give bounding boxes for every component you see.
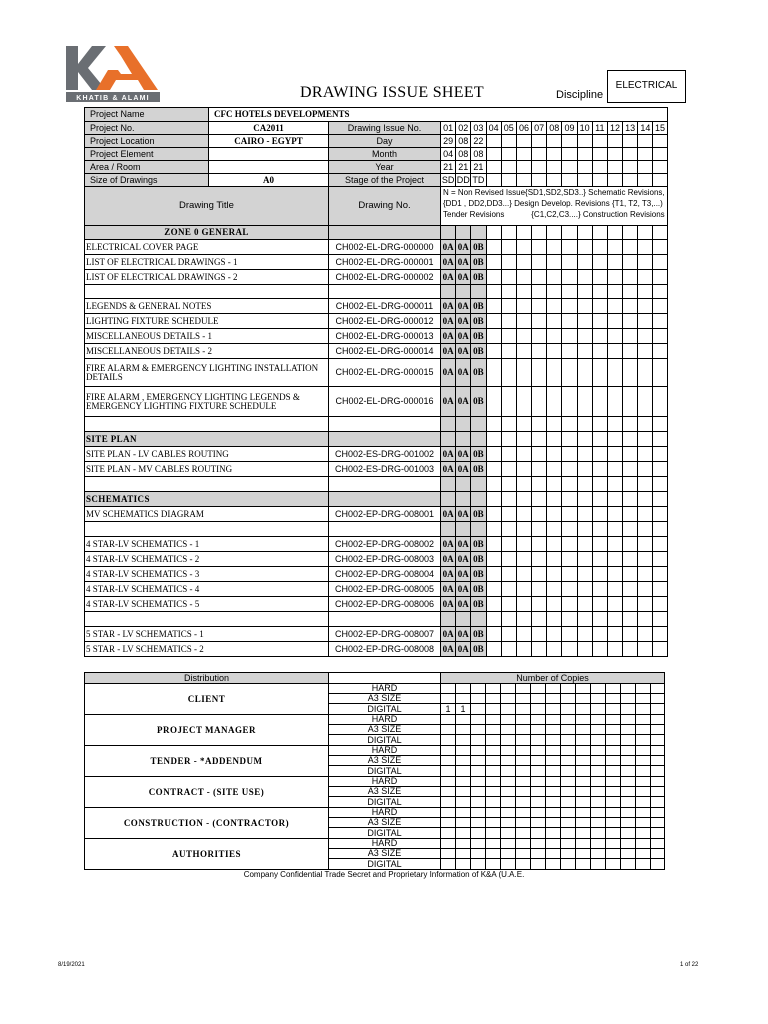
copy-count: 1 bbox=[441, 704, 456, 715]
company-logo bbox=[66, 44, 160, 102]
copy-type: HARD bbox=[329, 715, 441, 725]
revision-cell: 0A bbox=[456, 359, 471, 387]
legend-construction: {C1,C2,C3....} Construction Revisions bbox=[531, 209, 665, 219]
blank-row bbox=[85, 417, 668, 432]
revision-cell: 0B bbox=[471, 344, 486, 359]
copy-type: HARD bbox=[329, 746, 441, 756]
distribution-row bbox=[85, 839, 665, 849]
project-element-value bbox=[209, 148, 329, 161]
project-element-label: Project Element bbox=[85, 148, 209, 161]
drawing-row bbox=[85, 507, 668, 522]
month-cell: 08 bbox=[456, 148, 471, 161]
blank-row bbox=[85, 522, 668, 537]
revision-cell: 0A bbox=[456, 627, 471, 642]
revision-cell: 0A bbox=[456, 329, 471, 344]
project-no-row bbox=[85, 122, 668, 135]
revision-legend bbox=[441, 187, 668, 226]
copy-type: A3 SIZE bbox=[329, 787, 441, 797]
revision-cell: 0B bbox=[471, 314, 486, 329]
day-cell: 22 bbox=[471, 135, 486, 148]
revision-cell: 0A bbox=[456, 299, 471, 314]
issue-no-cell: 14 bbox=[638, 122, 653, 135]
revision-cell: 0B bbox=[471, 507, 486, 522]
blank-row bbox=[85, 477, 668, 492]
column-header-row bbox=[85, 187, 668, 226]
revision-cell: 0B bbox=[471, 627, 486, 642]
drawing-row bbox=[85, 299, 668, 314]
drawing-row bbox=[85, 462, 668, 477]
revision-cell: 0B bbox=[471, 537, 486, 552]
drawing-title: ELECTRICAL COVER PAGE bbox=[85, 240, 329, 255]
copy-type: DIGITAL bbox=[329, 797, 441, 808]
drawing-row bbox=[85, 582, 668, 597]
copy-type: DIGITAL bbox=[329, 766, 441, 777]
drawing-title: MV SCHEMATICS DIAGRAM bbox=[85, 507, 329, 522]
section-row bbox=[85, 226, 668, 240]
revision-cell: 0A bbox=[441, 240, 456, 255]
revision-cell: 0B bbox=[471, 552, 486, 567]
confidential-note: Company Confidential Trade Secret and Proprietary Information of K&A (U.A.E. bbox=[243, 870, 525, 879]
section-title bbox=[85, 492, 329, 507]
distribution-row bbox=[85, 808, 665, 818]
revision-cell: 0A bbox=[441, 552, 456, 567]
revision-cell: 0A bbox=[456, 552, 471, 567]
revision-cell: 0A bbox=[441, 270, 456, 285]
issue-no-cell: 03 bbox=[471, 122, 486, 135]
distribution-table bbox=[84, 672, 665, 870]
area-room-label: Area / Room bbox=[85, 161, 209, 174]
drawing-row bbox=[85, 552, 668, 567]
section-title-text: ZONE 0 GENERAL bbox=[164, 227, 249, 237]
drawing-title: FIRE ALARM & EMERGENCY LIGHTING INSTALLATION DETAILS bbox=[85, 359, 329, 387]
size-value: A0 bbox=[209, 174, 329, 187]
drawing-row bbox=[85, 329, 668, 344]
drawing-row bbox=[85, 567, 668, 582]
revision-cell: 0A bbox=[456, 582, 471, 597]
project-name-label: Project Name bbox=[85, 108, 209, 122]
legend-tender: Tender Revisions bbox=[443, 209, 505, 219]
drawing-row bbox=[85, 627, 668, 642]
project-element-row bbox=[85, 148, 668, 161]
size-label: Size of Drawings bbox=[85, 174, 209, 187]
legend-line-2: {DD1 , DD2,DD3...} Design Develop. Revisions {T1, T2, T3,...) bbox=[443, 198, 663, 208]
drawing-title: LIST OF ELECTRICAL DRAWINGS - 1 bbox=[85, 255, 329, 270]
revision-cell: 0B bbox=[471, 597, 486, 612]
drawing-number: CH002-EL-DRG-000002 bbox=[329, 270, 441, 285]
issue-no-cell: 02 bbox=[456, 122, 471, 135]
revision-cell: 0A bbox=[456, 270, 471, 285]
drawing-title: SITE PLAN - MV CABLES ROUTING bbox=[85, 462, 329, 477]
copy-type: A3 SIZE bbox=[329, 694, 441, 704]
area-room-row bbox=[85, 161, 668, 174]
revision-cell: 0B bbox=[471, 240, 486, 255]
drawing-number: CH002-EP-DRG-008005 bbox=[329, 582, 441, 597]
distribution-label: Distribution bbox=[85, 673, 329, 684]
issue-no-cell: 04 bbox=[486, 122, 501, 135]
revision-cell: 0B bbox=[471, 447, 486, 462]
drawing-title-header: Drawing Title bbox=[85, 187, 329, 226]
revision-cell: 0A bbox=[441, 582, 456, 597]
issue-no-cell: 05 bbox=[501, 122, 516, 135]
month-cell: 08 bbox=[471, 148, 486, 161]
distribution-row bbox=[85, 777, 665, 787]
discipline-value: ELECTRICAL bbox=[607, 70, 686, 103]
revision-cell: 0A bbox=[441, 255, 456, 270]
blank-row bbox=[85, 612, 668, 627]
recipient-name: PROJECT MANAGER bbox=[85, 715, 329, 746]
drawing-number: CH002-EL-DRG-000012 bbox=[329, 314, 441, 329]
stage-cell: TD bbox=[472, 174, 485, 185]
project-name-value: CFC HOTELS DEVELOPMENTS bbox=[209, 108, 668, 122]
copy-type: DIGITAL bbox=[329, 735, 441, 746]
issue-no-cell: 12 bbox=[607, 122, 622, 135]
drawing-no-header: Drawing No. bbox=[329, 187, 441, 226]
revision-cell: 0A bbox=[441, 642, 456, 657]
copy-type: DIGITAL bbox=[329, 704, 441, 715]
drawing-number: CH002-EL-DRG-000001 bbox=[329, 255, 441, 270]
drawing-number: CH002-EP-DRG-008007 bbox=[329, 627, 441, 642]
revision-cell: 0A bbox=[441, 387, 456, 417]
page-number: 1 of 22 bbox=[680, 962, 699, 968]
discipline-label: Discipline bbox=[556, 89, 604, 101]
revision-cell: 0A bbox=[456, 567, 471, 582]
drawing-row bbox=[85, 642, 668, 657]
revision-cell: 0A bbox=[456, 240, 471, 255]
issue-no-cell: 07 bbox=[532, 122, 547, 135]
section-title-text: SITE PLAN bbox=[86, 433, 137, 444]
revision-cell: 0A bbox=[441, 507, 456, 522]
stage-cell: SD bbox=[441, 174, 455, 185]
revision-cell: 0A bbox=[456, 387, 471, 417]
project-no-label: Project No. bbox=[85, 122, 209, 135]
recipient-name: CONSTRUCTION - (CONTRACTOR) bbox=[85, 808, 329, 839]
project-location-value: CAIRO - EGYPT bbox=[209, 135, 329, 148]
blank-row bbox=[85, 285, 668, 299]
logo-a-mark bbox=[96, 46, 158, 90]
revision-cell: 0A bbox=[441, 344, 456, 359]
day-cell: 08 bbox=[456, 135, 471, 148]
year-label: Year bbox=[329, 161, 441, 174]
revision-cell: 0B bbox=[471, 642, 486, 657]
revision-cell: 0B bbox=[471, 387, 486, 417]
revision-cell: 0A bbox=[441, 359, 456, 387]
section-title bbox=[85, 226, 329, 240]
copy-type: DIGITAL bbox=[329, 828, 441, 839]
drawing-number: CH002-EP-DRG-008008 bbox=[329, 642, 441, 657]
revision-cell: 0A bbox=[441, 567, 456, 582]
drawing-number: CH002-EL-DRG-000000 bbox=[329, 240, 441, 255]
copy-type: HARD bbox=[329, 684, 441, 694]
recipient-name: AUTHORITIES bbox=[85, 839, 329, 870]
day-cell: 29 bbox=[441, 135, 456, 148]
issue-no-cell: 10 bbox=[577, 122, 592, 135]
drawing-number: CH002-EL-DRG-000014 bbox=[329, 344, 441, 359]
day-label: Day bbox=[329, 135, 441, 148]
drawing-row bbox=[85, 359, 668, 387]
drawing-title: 4 STAR-LV SCHEMATICS - 1 bbox=[85, 537, 329, 552]
copy-type: HARD bbox=[329, 808, 441, 818]
revision-cell: 0A bbox=[456, 314, 471, 329]
revision-cell: 0A bbox=[441, 299, 456, 314]
issue-no-cell: 01 bbox=[441, 122, 456, 135]
revision-cell: 0B bbox=[471, 255, 486, 270]
drawing-title: MISCELLANEOUS DETAILS - 1 bbox=[85, 329, 329, 344]
revision-cell: 0A bbox=[456, 642, 471, 657]
drawing-number: CH002-EL-DRG-000016 bbox=[329, 387, 441, 417]
project-location-row bbox=[85, 135, 668, 148]
drawing-number: CH002-EL-DRG-000015 bbox=[329, 359, 441, 387]
drawing-number: CH002-EL-DRG-000011 bbox=[329, 299, 441, 314]
copy-type: A3 SIZE bbox=[329, 849, 441, 859]
drawing-title: LEGENDS & GENERAL NOTES bbox=[85, 299, 329, 314]
drawing-title: 4 STAR-LV SCHEMATICS - 5 bbox=[85, 597, 329, 612]
revision-cell: 0A bbox=[441, 627, 456, 642]
drawing-title: 4 STAR-LV SCHEMATICS - 3 bbox=[85, 567, 329, 582]
revision-cell: 0B bbox=[471, 462, 486, 477]
drawing-row bbox=[85, 387, 668, 417]
drawing-title: 5 STAR - LV SCHEMATICS - 1 bbox=[85, 627, 329, 642]
copy-type: HARD bbox=[329, 839, 441, 849]
issue-no-cell: 13 bbox=[623, 122, 638, 135]
year-cell: 21 bbox=[441, 161, 456, 174]
sheet-title: DRAWING ISSUE SHEET bbox=[300, 84, 484, 101]
copy-type: A3 SIZE bbox=[329, 818, 441, 828]
project-no-value: CA2011 bbox=[209, 122, 329, 135]
drawing-issue-table bbox=[84, 107, 668, 657]
drawing-title: 5 STAR - LV SCHEMATICS - 2 bbox=[85, 642, 329, 657]
copy-type: A3 SIZE bbox=[329, 756, 441, 766]
stage-label: Stage of the Project bbox=[329, 174, 441, 187]
revision-cell: 0A bbox=[441, 447, 456, 462]
section-row bbox=[85, 432, 668, 447]
drawing-number: CH002-ES-DRG-001003 bbox=[329, 462, 441, 477]
section-title-text: SCHEMATICS bbox=[86, 493, 150, 504]
revision-cell: 0B bbox=[471, 567, 486, 582]
section-row bbox=[85, 492, 668, 507]
issue-no-cell: 09 bbox=[562, 122, 577, 135]
drawing-title: MISCELLANEOUS DETAILS - 2 bbox=[85, 344, 329, 359]
drawing-number: CH002-EP-DRG-008003 bbox=[329, 552, 441, 567]
print-date: 8/19/2021 bbox=[58, 962, 85, 968]
copy-count: 1 bbox=[456, 704, 471, 715]
revision-cell: 0A bbox=[456, 597, 471, 612]
drawing-title: SITE PLAN - LV CABLES ROUTING bbox=[85, 447, 329, 462]
issue-no-cell: 08 bbox=[547, 122, 562, 135]
revision-cell: 0B bbox=[471, 359, 486, 387]
drawing-row bbox=[85, 240, 668, 255]
revision-cell: 0A bbox=[456, 344, 471, 359]
drawing-row bbox=[85, 537, 668, 552]
copy-type: DIGITAL bbox=[329, 859, 441, 870]
drawing-row bbox=[85, 447, 668, 462]
drawing-title: LIST OF ELECTRICAL DRAWINGS - 2 bbox=[85, 270, 329, 285]
section-title bbox=[85, 432, 329, 447]
revision-cell: 0B bbox=[471, 329, 486, 344]
year-cell: 21 bbox=[471, 161, 486, 174]
logo-text: KHATIB & ALAMI bbox=[76, 95, 150, 102]
drawing-row bbox=[85, 255, 668, 270]
copy-type: HARD bbox=[329, 777, 441, 787]
drawing-number: CH002-EP-DRG-008001 bbox=[329, 507, 441, 522]
recipient-name: CONTRACT - (SITE USE) bbox=[85, 777, 329, 808]
drawing-row bbox=[85, 344, 668, 359]
revision-cell: 0B bbox=[471, 299, 486, 314]
revision-cell: 0A bbox=[441, 537, 456, 552]
year-cell: 21 bbox=[456, 161, 471, 174]
recipient-name: TENDER - *ADDENDUM bbox=[85, 746, 329, 777]
issue-no-cell: 06 bbox=[516, 122, 531, 135]
drawing-title: 4 STAR-LV SCHEMATICS - 4 bbox=[85, 582, 329, 597]
revision-cell: 0B bbox=[471, 270, 486, 285]
drawing-title: 4 STAR-LV SCHEMATICS - 2 bbox=[85, 552, 329, 567]
drawing-number: CH002-ES-DRG-001002 bbox=[329, 447, 441, 462]
copy-type: A3 SIZE bbox=[329, 725, 441, 735]
revision-cell: 0A bbox=[456, 447, 471, 462]
project-name-row bbox=[85, 108, 668, 122]
legend-line-3 bbox=[443, 210, 665, 221]
revision-cell: 0A bbox=[441, 462, 456, 477]
stage-cell: DD bbox=[456, 174, 470, 185]
revision-cell: 0A bbox=[456, 507, 471, 522]
drawing-issue-label: Drawing Issue No. bbox=[329, 122, 441, 135]
revision-cell: 0A bbox=[456, 462, 471, 477]
month-cell: 04 bbox=[441, 148, 456, 161]
legend-line-1: N = Non Revised Issue{SD1,SD2,SD3..} Schematic Revisions, bbox=[443, 188, 665, 197]
issue-no-cell: 15 bbox=[653, 122, 667, 135]
distribution-row bbox=[85, 746, 665, 756]
revision-cell: 0B bbox=[471, 582, 486, 597]
drawing-title: LIGHTING FIXTURE SCHEDULE bbox=[85, 314, 329, 329]
month-label: Month bbox=[329, 148, 441, 161]
drawing-title: FIRE ALARM , EMERGENCY LIGHTING LEGENDS & EMERGENCY LIGHTING FIXTURE SCHEDULE bbox=[85, 387, 329, 417]
drawing-number: CH002-EP-DRG-008002 bbox=[329, 537, 441, 552]
copies-label: Number of Copies bbox=[441, 673, 665, 684]
drawing-number: CH002-EL-DRG-000013 bbox=[329, 329, 441, 344]
revision-cell: 0A bbox=[456, 537, 471, 552]
drawing-row bbox=[85, 314, 668, 329]
revision-cell: 0A bbox=[456, 255, 471, 270]
revision-cell: 0A bbox=[441, 597, 456, 612]
drawing-row bbox=[85, 597, 668, 612]
distribution-row bbox=[85, 684, 665, 694]
drawing-number: CH002-EP-DRG-008004 bbox=[329, 567, 441, 582]
distribution-header-row bbox=[85, 673, 665, 684]
area-room-value bbox=[209, 161, 329, 174]
issue-no-cell: 11 bbox=[592, 122, 607, 135]
distribution-row bbox=[85, 715, 665, 725]
revision-cell: 0A bbox=[441, 314, 456, 329]
project-location-label: Project Location bbox=[85, 135, 209, 148]
size-row bbox=[85, 174, 668, 187]
revision-cell: 0A bbox=[441, 329, 456, 344]
recipient-name: CLIENT bbox=[85, 684, 329, 715]
drawing-row bbox=[85, 270, 668, 285]
drawing-number: CH002-EP-DRG-008006 bbox=[329, 597, 441, 612]
